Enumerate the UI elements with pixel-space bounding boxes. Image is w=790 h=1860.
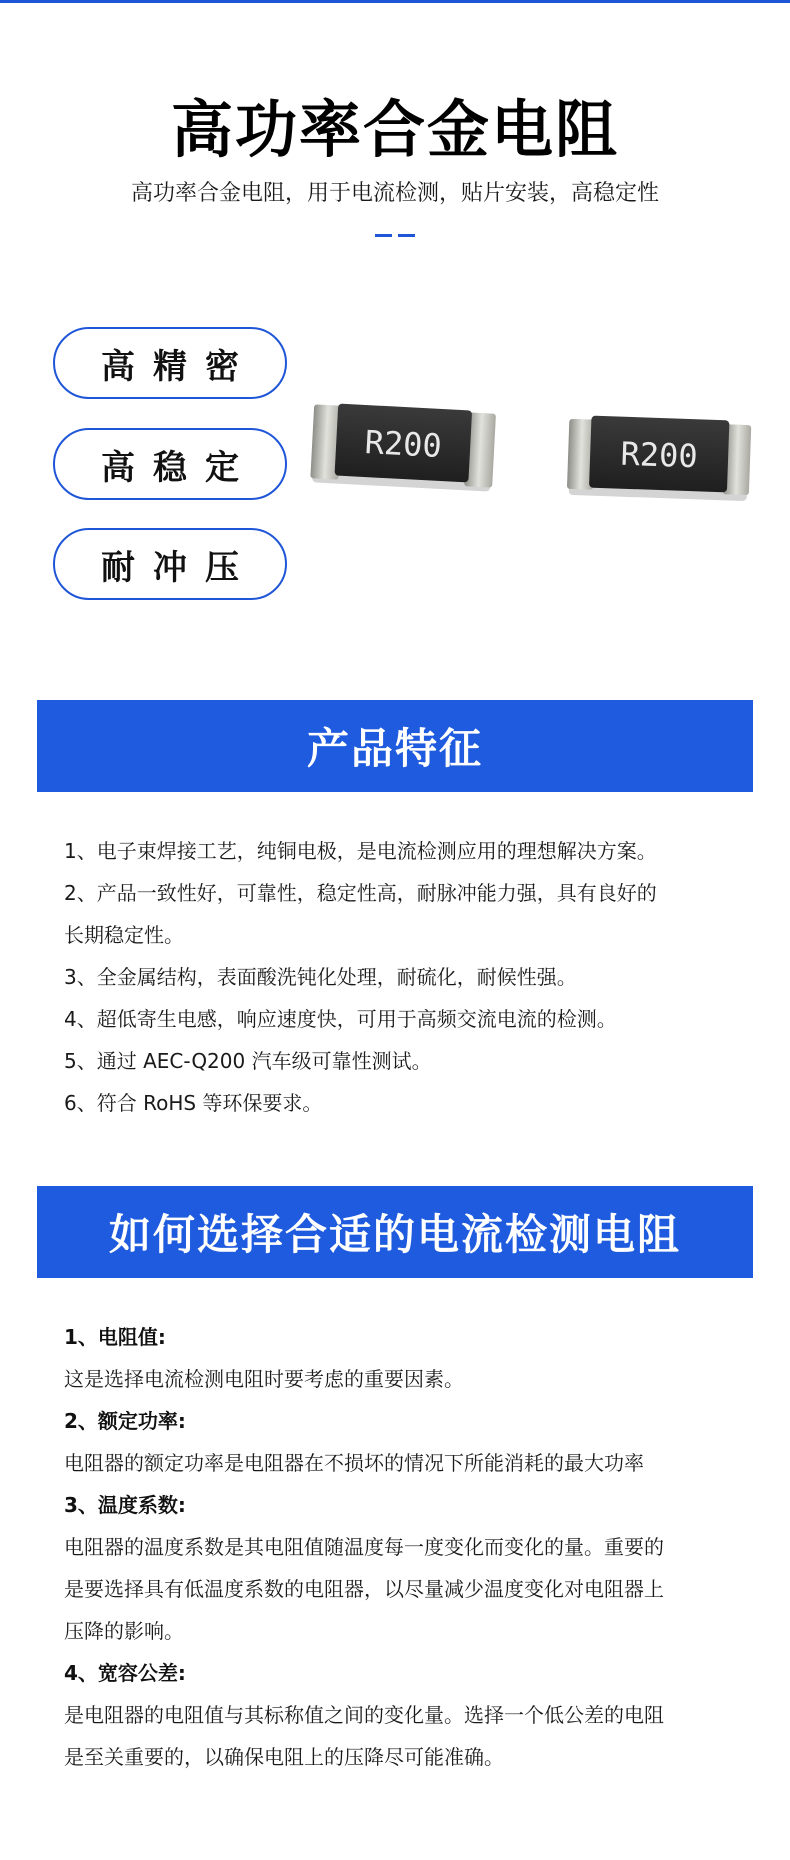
feature-line: 4、超低寄生电感，响应速度快，可用于高频交流电流的检测。 <box>64 1007 617 1031</box>
badge-label: 高精密 <box>101 346 257 387</box>
page-title: 高功率合金电阻 <box>170 93 619 166</box>
page-subtitle: 高功率合金电阻，用于电流检测，贴片安装，高稳定性 <box>130 181 659 206</box>
features-list <box>64 830 744 1124</box>
top-accent-bar <box>0 0 790 3</box>
section-header-selection-guide <box>37 1186 753 1278</box>
resistor-marking: R200 <box>363 423 443 465</box>
guide-heading: 1、电阻值: <box>64 1325 166 1349</box>
guide-text: 是至关重要的，以确保电阻上的压降尽可能准确。 <box>64 1745 504 1769</box>
feature-line: 5、通过 AEC-Q200 汽车级可靠性测试。 <box>64 1049 432 1073</box>
badge-high-precision <box>53 327 287 399</box>
feature-line: 2、产品一致性好，可靠性，稳定性高，耐脉冲能力强，具有良好的 <box>64 881 657 905</box>
section-title: 产品特征 <box>306 724 483 773</box>
selection-guide <box>64 1316 744 1778</box>
feature-line: 3、全金属结构，表面酸洗钝化处理，耐硫化，耐候性强。 <box>64 965 577 989</box>
badge-label: 耐冲压 <box>101 547 257 588</box>
title-divider <box>375 234 415 237</box>
guide-heading: 3、温度系数: <box>64 1493 186 1517</box>
feature-line: 6、符合 RoHS 等环保要求。 <box>64 1091 323 1115</box>
badge-label: 高稳定 <box>101 447 257 488</box>
guide-text: 电阻器的额定功率是电阻器在不损坏的情况下所能消耗的最大功率 <box>64 1451 644 1475</box>
guide-text: 是要选择具有低温度系数的电阻器，以尽量减少温度变化对电阻器上 <box>64 1577 664 1601</box>
guide-text: 压降的影响。 <box>64 1619 184 1643</box>
badge-surge-resistant <box>53 528 287 600</box>
section-header-features <box>37 700 753 792</box>
guide-heading: 2、额定功率: <box>64 1409 186 1433</box>
guide-heading: 4、宽容公差: <box>64 1661 186 1685</box>
feature-line: 1、电子束焊接工艺，纯铜电极，是电流检测应用的理想解决方案。 <box>64 839 657 863</box>
guide-text: 这是选择电流检测电阻时要考虑的重要因素。 <box>64 1367 464 1391</box>
badge-high-stability <box>53 428 287 500</box>
resistor-product-image <box>308 400 498 498</box>
feature-line: 长期稳定性。 <box>64 923 184 947</box>
guide-text: 电阻器的温度系数是其电阻值随温度每一度变化而变化的量。重要的 <box>64 1535 664 1559</box>
guide-text: 是电阻器的电阻值与其标称值之间的变化量。选择一个低公差的电阻 <box>64 1703 664 1727</box>
section-title: 如何选择合适的电流检测电阻 <box>108 1210 681 1259</box>
resistor-product-image <box>565 413 754 507</box>
resistor-marking: R200 <box>620 434 699 476</box>
